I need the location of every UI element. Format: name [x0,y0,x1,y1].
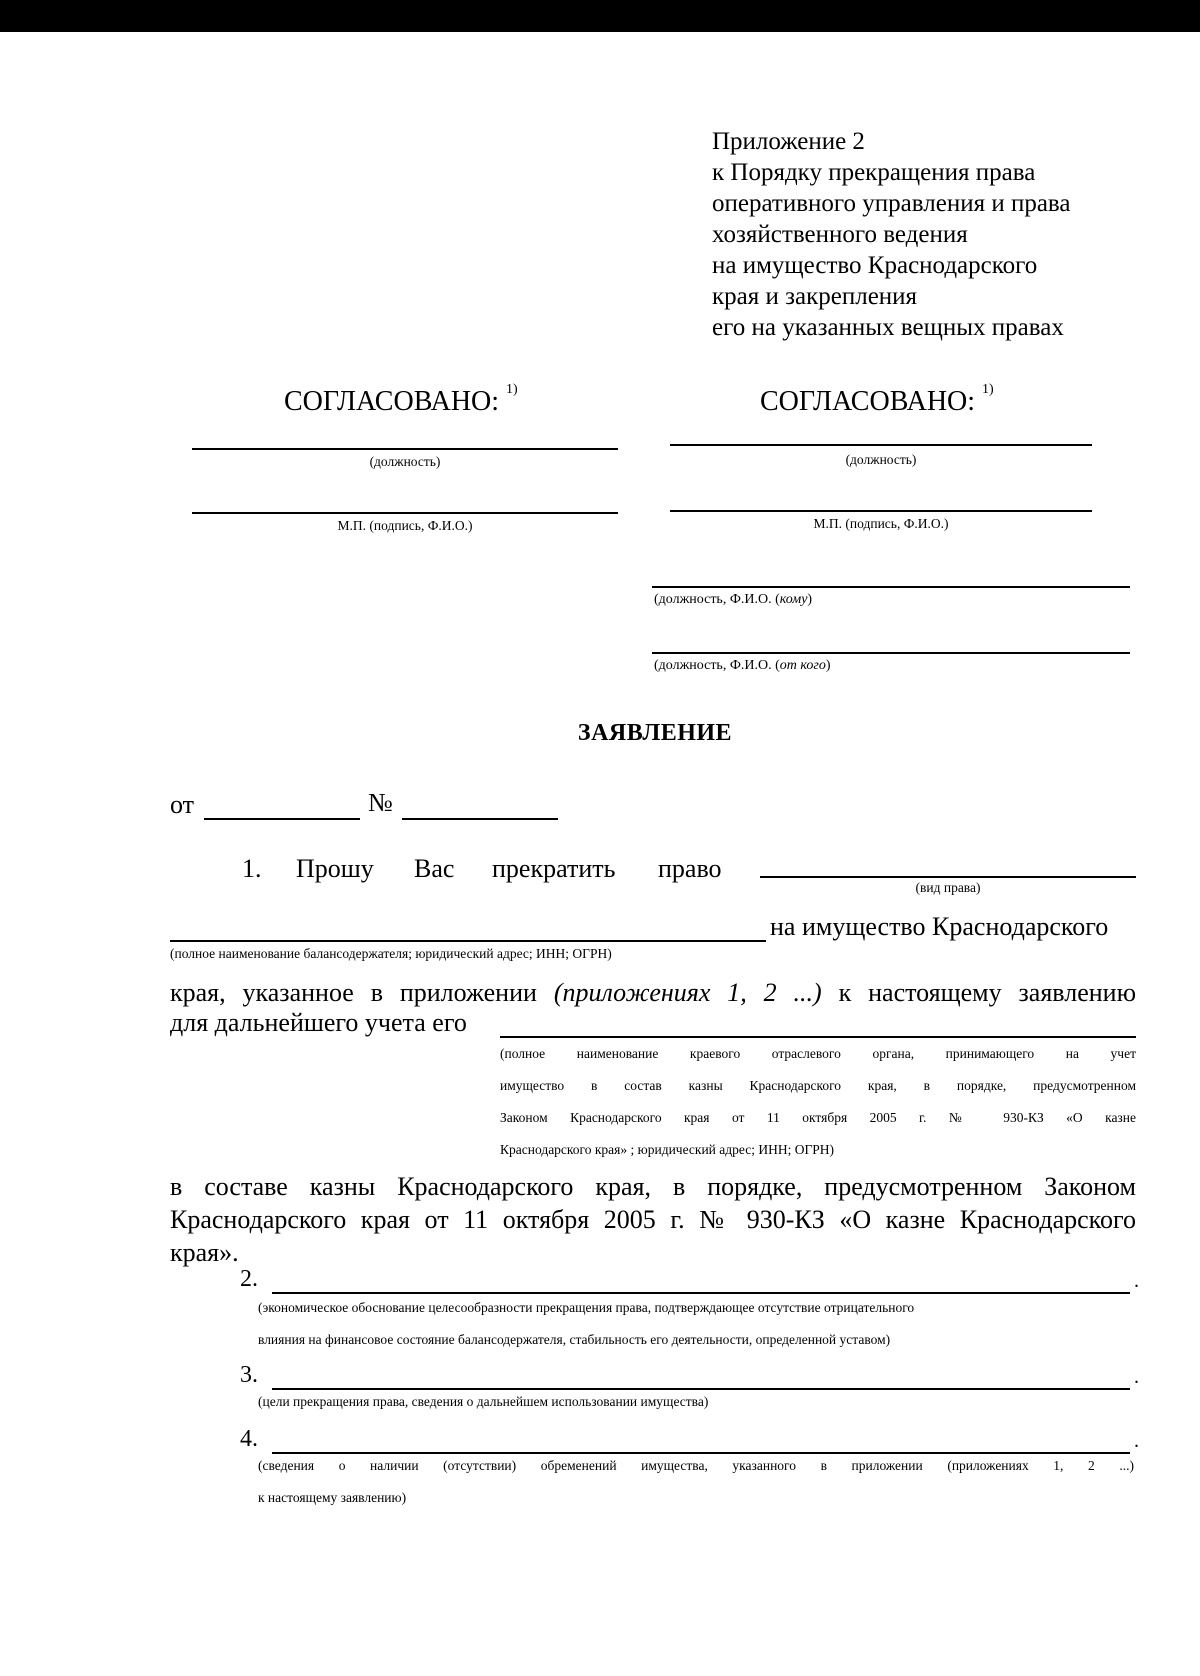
organ-caption-line: (полное наименование краевого отраслевого органа, принимающего на учет [500,1046,1136,1061]
from-caption-italic: от кого [779,658,826,673]
item-caption-line: к настоящему заявлению) [258,1490,407,1505]
addressee-line [652,586,1130,588]
item-caption-line: (сведения о наличии (отсутствии) обременений имущества, указанного в приложении (приложениях 1, 2 ...) [258,1458,1134,1473]
position-caption: (должность) [845,452,917,467]
to-caption-text: (должность, Ф.И.О. [654,592,772,607]
appendix-header [712,126,1071,343]
organ-caption-line: Краснодарского края» ; юридический адрес; ИНН; ОГРН) [500,1142,835,1157]
organ-caption-line: имущество в состав казны Краснодарского края, в порядке, предусмотренном [500,1078,1136,1093]
item-period: . [1134,1366,1139,1388]
item-number: 4. [240,1426,258,1452]
approval-right-text: СОГЛАСОВАНО: [760,386,976,417]
item1-word: Прошу [296,854,374,883]
item-number: 2. [240,1266,258,1292]
appendix-line: края и закрепления [712,283,918,310]
item1-line3-italic: (приложениях 1, 2 ...) [553,978,822,1007]
item1-word: прекратить [492,854,616,883]
approval-left-label [284,382,518,418]
item1-line4: для дальнейшего учета его [170,1008,467,1037]
holder-line [170,940,766,942]
item1-line3-a: края, указанное в приложении [170,978,554,1007]
closing-line: в составе казны Краснодарского края, в порядке, предусмотренном Законом [170,1172,1136,1201]
item-number: 3. [240,1362,258,1388]
appendix-line: оперативного управления и права [712,190,1071,217]
signature-line [670,510,1092,512]
item1-line3-b: к настоящему заявлению [821,978,1136,1007]
document-title: ЗАЯВЛЕНИЕ [577,720,733,746]
property-text: на имущество Краснодарского [770,912,1109,941]
date-field-line [204,818,360,820]
item1-word: Вас [414,854,455,883]
appendix-line: хозяйственного ведения [712,221,968,248]
organ-caption [500,1038,1136,1166]
holder-caption: (полное наименование балансодержателя; юридический адрес; ИНН; ОГРН) [170,946,612,961]
position-caption: (должность) [369,454,441,469]
right-type-caption: (вид права) [915,880,981,895]
from-caption-text: (должность, Ф.И.О. [654,658,772,673]
item2-caption [258,1292,914,1356]
date-label: от [170,790,195,819]
closing-line: края». [170,1238,239,1267]
appendix-line: его на указанных вещных правах [712,314,1064,341]
organ-caption-line: Законом Краснодарского края от 11 октября 2005 г. № 930-КЗ «О казне [500,1110,1136,1125]
signature-line [670,444,1092,446]
item-number: 1. [242,854,262,883]
sign-caption: М.П. (подпись, Ф.И.О.) [337,518,473,533]
sign-caption: М.П. (подпись, Ф.И.О.) [813,516,949,531]
footnote-marker: 1) [506,382,518,397]
item1-word: право [658,854,722,883]
from-caption: (должность, Ф.И.О. (от кого) [654,658,831,673]
appendix-line: к Порядку прекращения права [712,159,1036,186]
to-caption: (должность, Ф.И.О. (кому) [654,592,813,607]
to-caption-italic: кому [779,592,808,607]
right-type-line [760,876,1136,878]
item-period: . [1134,1270,1139,1292]
approval-left-text: СОГЛАСОВАНО: [284,386,500,417]
item-caption-line: влияния на финансовое состояние балансодержателя, стабильность его деятельности, определенной уставом) [258,1332,891,1347]
item3-caption [258,1386,708,1418]
appendix-line: на имущество Краснодарского [712,252,1038,279]
item-period: . [1134,1430,1139,1452]
signature-line [192,448,618,450]
item1-line3 [170,976,1136,1009]
closing-line: Краснодарского края от 11 октября 2005 г. № 930-КЗ «О казне Краснодарского [170,1205,1136,1234]
addressee-line [652,652,1130,654]
item4-caption [258,1450,1134,1514]
number-label: № [368,788,393,817]
number-field-line [402,818,558,820]
item-caption-line: (цели прекращения права, сведения о дальнейшем использовании имущества) [258,1394,709,1409]
scan-top-border [0,0,1200,32]
appendix-line: Приложение 2 [712,128,865,155]
signature-line [192,512,618,514]
footnote-marker: 1) [982,382,994,397]
closing-paragraph [170,1170,1136,1269]
approval-right-label [760,382,994,418]
item-caption-line: (экономическое обоснование целесообразности прекращения права, подтверждающее отсутствие отрицательного [258,1300,915,1315]
